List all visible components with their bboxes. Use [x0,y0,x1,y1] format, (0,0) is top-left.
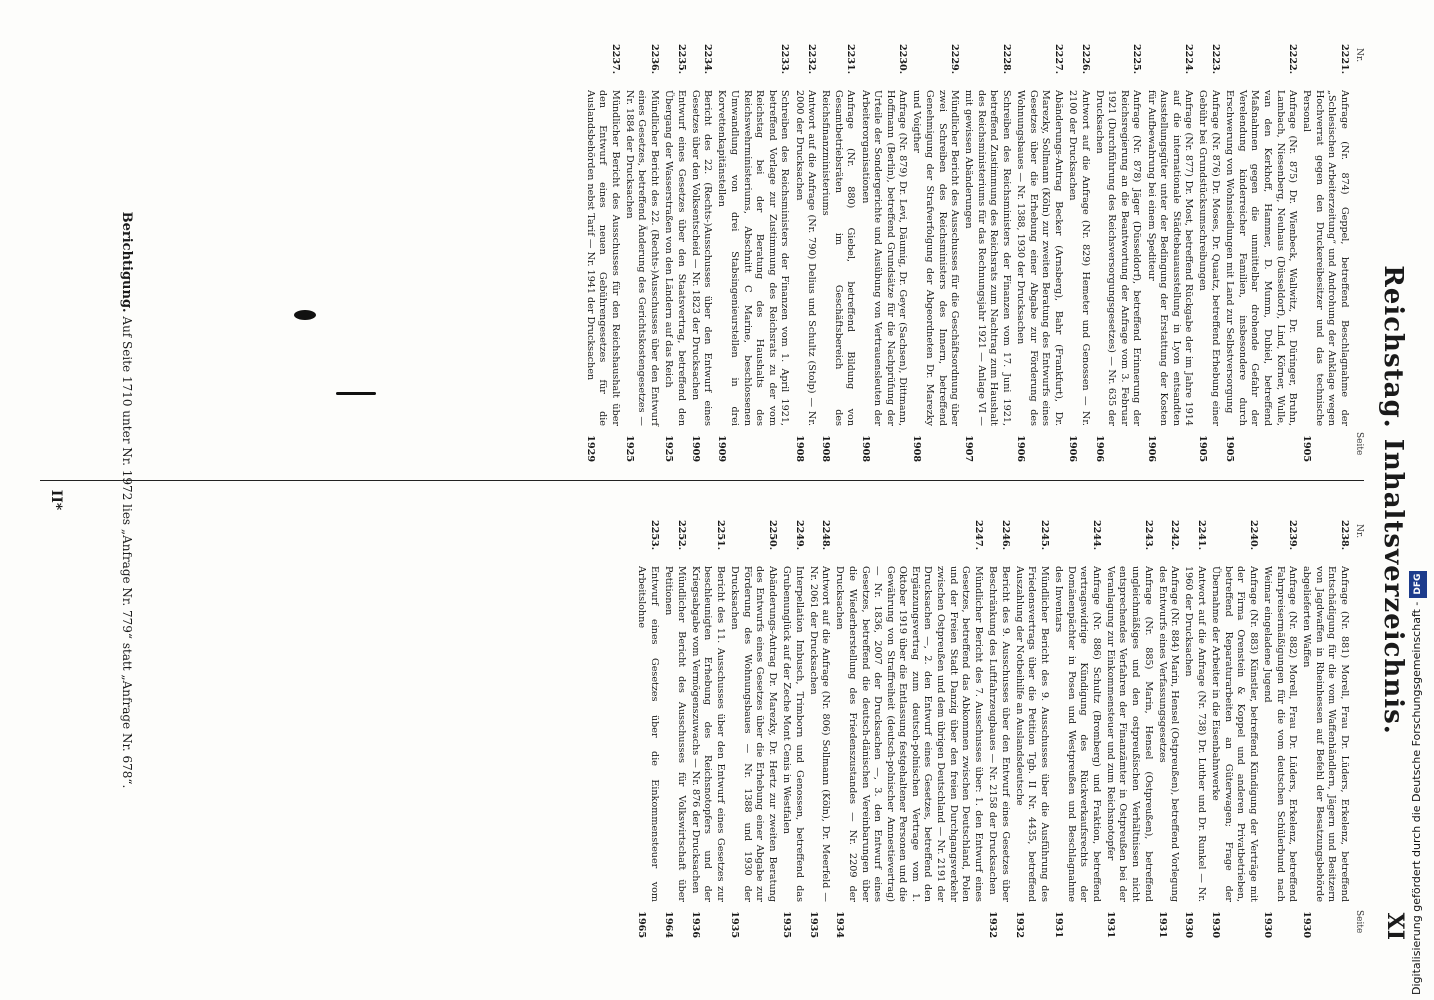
entry-number: 2226. [1079,44,1091,75]
entry-number: 2229. [949,44,961,75]
toc-entry [1300,520,1350,938]
entry-text: Antwort auf die Anfrage (Nr. 806) Sollmann (Köln), Dr. Meerfeld — Nr. 2061 der Drucksachen [807,566,832,902]
toc-entry [635,520,660,938]
toc-entry [858,44,908,462]
page-number: XI [1382,912,1408,940]
page-title: Reichstag. Inhaltsverzeichnis. [1378,265,1408,735]
toc-entry [1155,520,1180,938]
entry-number: 2252. [675,520,687,551]
correction-label: Berichtigung. [119,211,134,313]
entry-number: 2248. [820,520,832,551]
entry-number: 2249. [793,520,805,551]
entry-page: 1908 [859,435,871,462]
entry-text: Anfrage (Nr. 879) Dr. Levi, Däumig, Dr. Geyer (Sachsen), Dittmann, Hoffmann (Berlin), betreffend Grundsätze für die Nachprüfung der Urteile der Sondergerichte und Ausübung von Vertrauensleuten der Arbeiterorganisationen [859,90,909,426]
entry-page: 1909 [716,435,728,462]
toc-entry [962,44,1012,462]
entry-text: Anfrage (Nr. 882) Morell, Frau Dr. Lüders, Erkelenz, betreffend Fahrpreisermäßigungen für die vom deutschen Schülerbund nach Weimar eingeladene Jugend [1261,566,1299,902]
entry-number: 2246. [999,520,1011,551]
toc-entry [910,44,960,462]
toc-entry [985,520,1010,938]
toc-entry [688,520,726,938]
entry-number: 2238. [1339,520,1350,551]
toc-entry [819,44,857,462]
entry-page: 1930 [1183,911,1195,938]
entry-number: 2232. [806,44,818,75]
entry-text: Entwurf eines Gesetzes über den Staatsvertrag, betreffend den Übergang der Wasserstraßen von den Ländern auf das Reich [663,90,687,426]
entry-number: 2243. [1142,520,1154,551]
entry-text: Anfrage (Nr. 878) Jäger (Düsseldorf), betreffend Erinnerung der Reichsregierung an die Beantwortung der Anfrage vom 3. Februar 1921 (Durchführung des Reichsversorgungsgesetzes) — Nr. 635 der Drucksachen [1093,90,1143,426]
entry-page: 1930 [1261,911,1273,938]
entry-number: 2228. [1001,44,1013,75]
entry-page: 1925 [663,435,675,462]
dfg-logo: DFG [1409,571,1427,598]
toc-entry [1144,44,1194,462]
entry-page: 1905 [1197,435,1209,462]
entry-number: 2247. [972,520,984,551]
entry-text: Abänderungs-Antrag Dr. Marezky, Dr. Hertz zur zweiten Beratung des Entwurfs eines Gesetzes über die Erhebung einer Abgabe zur Förderung des Wohnungsbaues — Nr. 1388 und 1930 der Drucksachen [729,566,778,902]
right-column [633,520,1350,938]
entry-number: 2253. [649,520,661,551]
correction-note [119,60,134,940]
toc-entry [833,520,984,938]
entry-page: 1906 [1015,435,1027,462]
entry-text: Schreiben des Reichsministers der Finanzen vom 1. April 1921, betreffend Vorlage zur Zustimmung des Reichsrats zu der vom Reichstag bei der Beratung des Haushalts des Reichswehrministeriums, Abschnitt C Marine, beschlossenen Umwandlung von drei Stabsingenieurstellen in drei Korvettenkapitänstellen [716,90,791,426]
entry-number: 2231. [845,44,857,75]
entry-number: 2224. [1183,44,1195,75]
entry-text: Abänderungs-Antrag Becker (Arnsberg), Bahr (Frankfurt), Dr. Marezky, Sollmann (Köln) zur zweiten Beratung des Entwurfs eines Gesetzes über die Erhebung einer Abgabe zur Förderung des Wohnungsbaues — Nr. 1388, 1930 der Drucksachen [1015,90,1064,426]
toc-entry [806,520,831,938]
entry-page: 1908 [793,435,805,462]
toc-entry [583,44,621,462]
entry-text: Anfrage (Nr. 883) Künstler, betreffend Kündigung der Verträge mit der Firma Orenstein & Koppel und anderen Privatbetrieben, betreffend Reparaturarbeiten an Güterwagen; Frage der Übernahme der Arbeiter in die Eisenbahnwerke [1210,566,1259,902]
entry-page: 1934 [834,911,846,938]
entry-text: Anfrage (Nr. 880) Giebel, betreffend Bildung von Gesamtbetriebsräten im Geschäftsbereich des Reichsfinanzministeriums [820,90,857,426]
entry-page: 1965 [636,911,648,938]
toc-entry [1092,44,1142,462]
entry-page: 1905 [1224,435,1236,462]
left-col-number-head: Nr. [1354,48,1364,63]
toc-entry [1196,44,1221,462]
entry-page: 1931 [1156,911,1168,938]
entry-page: 1908 [911,435,923,462]
toc-entry [1012,520,1050,938]
entry-text: Antwort auf die Anfrage (Nr. 790) Delius und Schultz (Stolp) — Nr. 2000 der Drucksachen [793,90,818,426]
entry-page: 1930 [1301,911,1313,938]
left-column [581,44,1350,462]
entry-page: 1964 [663,911,675,938]
signature-mark: II* [48,489,64,511]
entry-page: 1908 [820,435,832,462]
entry-text: Antwort auf die Anfrage (Nr. 738) Dr. Luther und Dr. Runkel — Nr. 1960 der Drucksachen [1183,566,1207,902]
entry-number: 2239. [1287,520,1299,551]
entry-page: 1936 [689,911,701,938]
ink-blot [294,310,316,320]
entry-number: 2227. [1052,44,1064,75]
toc-entry [1182,520,1207,938]
entry-text: Anfrage (Nr. 874) Geppel, betreffend Beschlagnahme der „Schlesischen Arbeiterzeitung“ und Androhung der Anklage wegen Hochverrat gegen den Druckereibesitzer und das technische Personal [1301,90,1350,426]
toc-entry [715,44,791,462]
entry-text: Mündlicher Bericht des 22. (Rechts-)Ausschusses über den Entwurf eines Gesetzes, betreffend Änderung des Gerichtskostengesetzes — Nr. 1884 der Drucksachen [623,90,661,426]
entry-text: Anfrage (Nr. 876) Dr. Moses, Dr. Quaatz, betreffend Erhebung einer Gebühr bei Grundstücksumschreibungen [1197,90,1222,426]
correction-text: Auf Seite 1710 unter Nr. 1972 lies „Anfrage Nr. 779“ statt „Anfrage Nr. 678“. [120,316,134,789]
entry-text: Anfrage (Nr. 885) Marin, Hensel (Ostpreußen), betreffend ungleichmäßiges und den ostpreußischen Verhältnissen nicht entsprechendes Verfahren der Finanzämter in Ostpreußen bei der Veranlagung zur Einkommensteuer und zum Reichsnotopfer [1104,566,1154,902]
entry-text: Anfrage (Nr. 886) Schultz (Bromberg) und Fraktion, betreffend vertragswidrige Kündigung des Rückverkaufsrechts der Domänenpächter in Posen und Westpreußen und Beschlagnahme des Inventars [1052,566,1102,902]
toc-entry [1051,520,1101,938]
entry-page: 1906 [1067,435,1079,462]
entry-number: 2240. [1247,520,1259,551]
entry-page: 1907 [963,435,975,462]
entry-number: 2222. [1287,44,1299,75]
entry-number: 2242. [1169,520,1181,551]
entry-text: Anfrage (Nr. 875) Dr. Wienbeck, Wallwitz, Dr. Düringer, Bruhn, Lambach, Niesenberg, Neuhaus (Düsseldorf), Lind, Körner, Wulle, van den Kerkhoff, Hammer, D. Mumm, Dubiel, betreffend Maßnahmen gegen die unmittelbar drohende Gefahr der Verelendung kinderreicher Familien, insbesondere durch Erschwerung von Wohnsiedlungen mit Land zur Selbstversorgung [1224,90,1299,426]
entry-number: 2225. [1131,44,1143,75]
entry-page: 1931 [1052,911,1064,938]
credit-text: Digitalisierung gefördert durch die Deutsche Forschungsgemeinschaft - [1410,601,1423,995]
entry-page: 1906 [1145,435,1157,462]
entry-number: 2235. [675,44,687,75]
entry-page: 1932 [986,911,998,938]
entry-text: Mündlicher Bericht des Ausschusses für Volkswirtschaft über Petitionen [663,566,687,902]
toc-entry [1014,44,1064,462]
toc-entry [1065,44,1090,462]
entry-page: 1929 [584,435,596,462]
entry-page: 1930 [1210,911,1222,938]
right-col-number-head: Nr. [1354,524,1364,539]
toc-entry [1260,520,1298,938]
entry-page: 1935 [729,911,741,938]
toc-entry [1223,44,1299,462]
toc-entry [1300,44,1350,462]
entry-page: 1909 [689,435,701,462]
entry-text: Anfrage (Nr. 884) Marin, Hensel (Ostpreußen), betreffend Vorlegung des Entwurfs eines Verfassungsgesetzes [1156,566,1181,902]
entry-number: 2244. [1090,520,1102,551]
entry-number: 2245. [1038,520,1050,551]
entry-text: Interpellation Imbusch, Trimborn und Genossen, betreffend das Grubenunglück auf der Zeche Mont Cenis in Westfalen [780,566,805,902]
toc-entry [662,520,687,938]
entry-number: 2251. [715,520,726,551]
toc-entry [1103,520,1153,938]
entry-text: Entwurf eines Gesetzes über die Einkommensteuer vom Arbeitslohne [636,566,661,902]
toc-entry [1208,520,1258,938]
entry-text: Mündlicher Bericht des 7. Ausschusses über: 1. den Entwurf eines Gesetzes, betreffend das Abkommen zwischen Deutschland, Polen und der Freien Stadt Danzig über den freien Durchgangsverkehr zwischen Ostpreußen und dem übrigen Deutschland — Nr. 2191 der Drucksachen —, 2. den Entwurf eines Gesetzes, betreffend den Ergänzungsvertrag zum deutsch-polnischen Vertrage vom 1. Oktober 1919 über die Entlassung festgehaltener Personen und die Gewährung von Straffreiheit (deutsch-polnischer Amnestievertrag) — Nr. 1836, 2007 der Drucksachen —, 3. den Entwurf eines Gesetzes, betreffend die deutsch-dänischen Vereinbarungen über die Wiederherstellung des Friedenszustandes — Nr. 2209 der Drucksachen [834,566,984,902]
entry-page: 1935 [780,911,792,938]
entry-number: 2237. [609,44,621,75]
ink-stroke [336,392,376,395]
entry-text: Bericht des 9. Ausschusses über den Entwurf eines Gesetzes über Beschränkung des Luftfahrzeugbaues — Nr. 2158 der Drucksachen [986,566,1011,902]
entry-page: 1925 [623,435,635,462]
entry-text: Anfrage (Nr. 881) Morell, Frau Dr. Lüders, Erkelenz, betreffend Entschädigung für die vom Waffenhändlern, Jägern und Besitzern von Jagdwaffen in Rheinhessen auf Befehl der Besatzungsbehörde abgelieferten Waffen [1301,566,1350,902]
left-col-page-head: Seite [1354,432,1364,456]
toc-entry [622,44,660,462]
entry-text: Bericht des 22. (Rechts-)Ausschusses über den Entwurf eines Gesetzes über den Volksentscheid — Nr. 1823 der Drucksachen [689,90,714,426]
entry-page: 1905 [1301,435,1313,462]
entry-page: 1906 [1093,435,1105,462]
entry-text: Mündlicher Bericht des 9. Ausschusses über die Ausführung des Friedensvertrags über die Petition Tgb. II Nr. 4435, betreffend Auszahlung der Notbeihilfe an Auslandsdeutsche [1013,566,1050,902]
entry-number: 2241. [1195,520,1207,551]
entry-text: Antwort auf die Anfrage (Nr. 829) Hemeter und Genossen — Nr. 2100 der Drucksachen [1067,90,1091,426]
entry-page: 1931 [1104,911,1116,938]
entry-number: 2221. [1339,44,1350,75]
toc-entry [728,520,778,938]
entry-number: 2234. [702,44,714,75]
entry-text: Mündlicher Bericht des Ausschusses für den Reichshaushalt über den Entwurf eines neuen Gebührengesetzes für die Auslandsbehörden nebst Tarif — Nr. 1941 der Drucksachen [584,90,621,426]
entry-text: Mündlicher Bericht des Ausschusses für die Geschäftsordnung über zwei Schreiben des Reichsministers des Innern, betreffend Genehmigung der Strafverfolgung der Abgeordneten Dr. Marezky und Voigther [911,90,961,426]
entry-number: 2230. [897,44,909,75]
toc-entry [779,520,804,938]
entry-text: Anfrage (Nr. 877) Dr. Most, betreffend Rückgabe der im Jahre 1914 auf die internationale Städtebauausstellung in Lyon entsandten Ausstellungsgüter unter der Bedingung der Erstattung der Kosten für Aufbewahrung bei einem Spediteur [1145,90,1195,426]
entry-text: Bericht des 11. Ausschusses über den Entwurf eines Gesetzes zur beschleunigten Erhebung des Reichsnotopfers und der Kriegsabgabe vom Vermögenszuwachs — Nr. 876 der Drucksachen [689,566,726,902]
toc-entry [792,44,817,462]
entry-number: 2250. [766,520,778,551]
column-divider [40,480,1364,481]
entry-page: 1935 [807,911,819,938]
entry-number: 2223. [1210,44,1222,75]
entry-text: Schreiben des Reichsministers der Finanzen vom 17. Juni 1921, betreffend Zustimmung des Reichsrats zum Nachtrag zum Haushalt des Reichsministeriums für das Rechnungsjahr 1921 — Anlage VI — mit gewissen Abänderungen [963,90,1013,426]
right-col-page-head: Seite [1354,910,1364,934]
digitization-credit [1408,5,1426,995]
entry-number: 2236. [649,44,661,75]
toc-entry [688,44,713,462]
toc-entry [662,44,687,462]
entry-number: 2233. [779,44,791,75]
entry-page: 1932 [1013,911,1025,938]
